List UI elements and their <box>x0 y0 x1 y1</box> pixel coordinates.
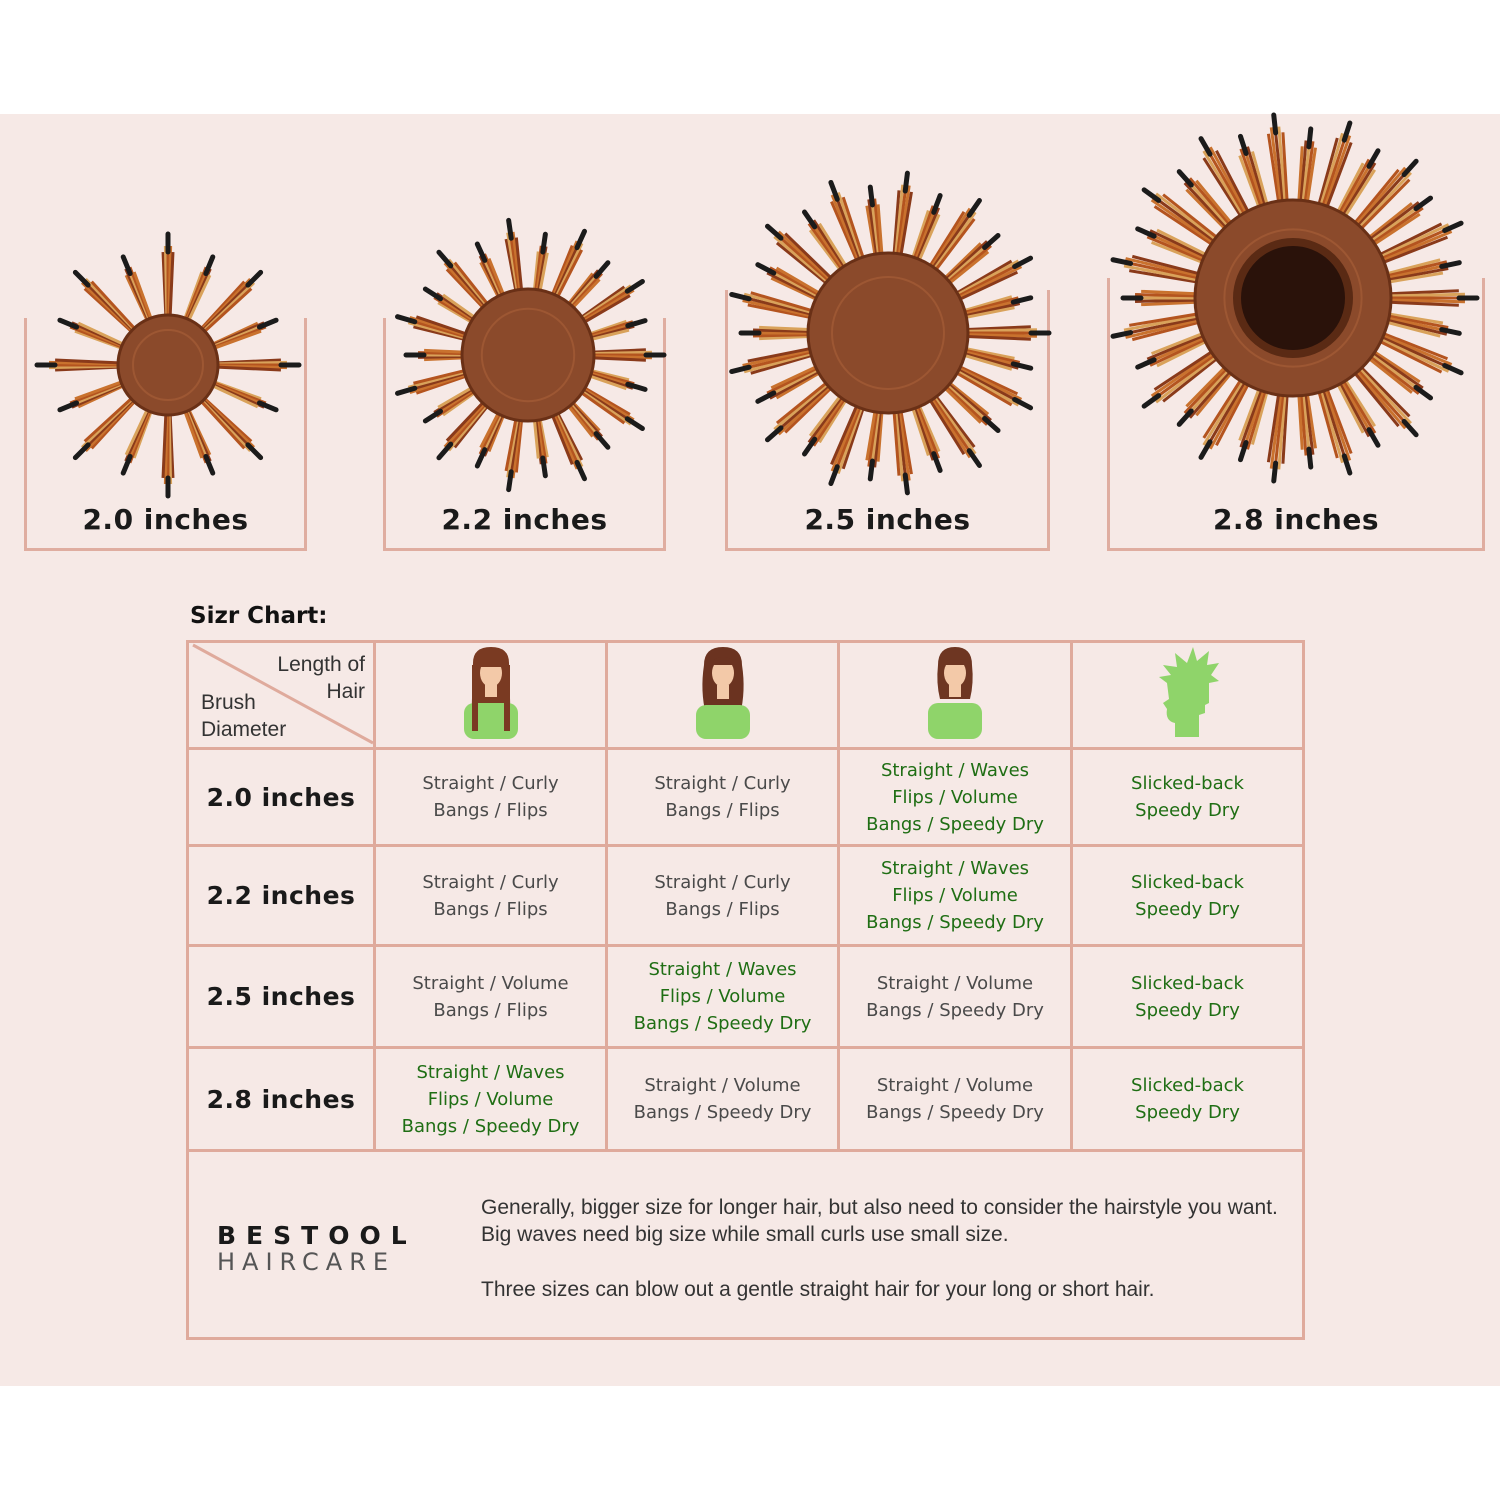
column-header-short-hair <box>1072 642 1304 749</box>
bristle <box>753 335 812 336</box>
cell-line: Bangs / Flips <box>433 898 548 920</box>
cell-line: Straight / Curly <box>422 773 559 794</box>
bristle <box>424 350 466 352</box>
cell-line: Straight / Curly <box>422 871 559 893</box>
cell-line: Straight / Waves <box>880 858 1030 879</box>
table-row <box>188 946 1304 1048</box>
bristle <box>85 396 134 441</box>
nylon-pin <box>509 472 512 490</box>
brush-size-label: 2.5 inches <box>804 503 971 536</box>
table-cell <box>839 1048 1072 1151</box>
column-header-shoulder-hair <box>839 642 1072 749</box>
cell-line: Bangs / Speedy Dry <box>633 1102 812 1123</box>
size-guidance-text <box>481 1194 1281 1331</box>
medium-wavy-hair-icon <box>688 643 758 739</box>
cell-line: Flips / Volume <box>659 986 786 1007</box>
round-brush-icon <box>398 220 664 489</box>
table-cell <box>1072 946 1304 1048</box>
cell-line: Bangs / Speedy Dry <box>866 999 1044 1021</box>
nylon-pin <box>1309 449 1311 467</box>
nylon-pin <box>259 320 276 327</box>
nylon-pin <box>206 456 213 473</box>
nylon-pin <box>1309 129 1311 147</box>
bristle <box>570 401 602 437</box>
column-header-long-hair <box>375 642 607 749</box>
cell-line: Straight / Volume <box>644 1075 801 1096</box>
nylon-pin <box>1274 463 1276 481</box>
nylon-pin <box>870 461 872 479</box>
cell-line: Flips / Volume <box>892 885 1018 906</box>
nylon-pin <box>509 220 512 238</box>
cell-line: Straight / Waves <box>416 1061 565 1083</box>
row-axis-label: Brush Diameter <box>201 691 287 741</box>
row-label: 2.8 inches <box>188 1048 375 1151</box>
table-cell <box>1072 749 1304 846</box>
table-row <box>188 1048 1304 1151</box>
bristle <box>1135 300 1199 301</box>
brush-size-label: 2.0 inches <box>82 503 249 536</box>
table-cell <box>375 846 607 946</box>
bristle <box>581 387 634 419</box>
bristle <box>568 270 599 307</box>
bristle <box>553 412 578 469</box>
column-header-medium-hair <box>607 642 839 749</box>
nylon-pin <box>60 403 77 410</box>
cell-line: Straight / Volume <box>876 972 1034 994</box>
column-axis-label: Length of Hair <box>277 653 365 703</box>
brand-subtitle: HAIRCARE <box>217 1248 396 1276</box>
cell-line: Bangs / Flips <box>433 999 548 1021</box>
table-cell <box>839 946 1072 1048</box>
bristle <box>581 290 634 322</box>
guidance-paragraph: Three sizes can blow out a gentle straight hair for your long or short hair. <box>481 1278 1155 1301</box>
cell-line: Straight / Curly <box>654 773 791 794</box>
vent-hole <box>1237 242 1349 354</box>
table-cell <box>839 846 1072 946</box>
cell-line: Bangs / Speedy Dry <box>866 813 1044 835</box>
brush-size-label: 2.2 inches <box>441 503 608 536</box>
nylon-pin <box>123 456 130 473</box>
bristle <box>570 273 602 309</box>
bristle <box>590 352 652 353</box>
cell-line: Slicked-back <box>1131 1075 1244 1096</box>
table-cell <box>375 749 607 846</box>
cell-line: Speedy Dry <box>1135 800 1240 821</box>
brand-logo <box>217 1222 417 1276</box>
nylon-pin <box>543 458 546 476</box>
cell-line: Speedy Dry <box>1135 1102 1240 1123</box>
round-brush-icon <box>732 173 1049 493</box>
table-header-row <box>188 642 1304 749</box>
table-cell <box>607 946 839 1048</box>
cell-line: Speedy Dry <box>1135 999 1240 1021</box>
nylon-pin <box>543 234 546 252</box>
cell-line: Bangs / Flips <box>665 898 780 920</box>
table-cell <box>1072 1048 1304 1151</box>
round-brush-icon <box>1113 115 1477 481</box>
nylon-pin <box>870 187 872 205</box>
round-brush-icon <box>37 234 299 496</box>
brush-size-label: 2.8 inches <box>1212 503 1380 536</box>
bristle <box>964 330 1037 332</box>
cell-line: Bangs / Flips <box>433 800 548 821</box>
table-cell <box>607 846 839 946</box>
size-chart-table <box>186 640 1305 1340</box>
guidance-paragraph: Generally, bigger size for longer hair, but also need to consider the hairstyle you want. Big waves need big size while small curls use small size. <box>481 1196 1278 1246</box>
cell-line: Straight / Volume <box>876 1075 1034 1096</box>
nylon-pin <box>477 244 484 260</box>
table-cell <box>1072 846 1304 946</box>
nylon-pin <box>577 231 584 247</box>
bristle <box>1387 294 1465 296</box>
footer-cell <box>188 1151 1304 1339</box>
cell-line: Bangs / Speedy Dry <box>401 1115 580 1137</box>
nylon-pin <box>1274 115 1276 133</box>
short-spiky-hair-icon <box>1153 643 1223 739</box>
nylon-pin <box>206 257 213 274</box>
cell-line: Straight / Waves <box>648 959 797 980</box>
cell-line: Bangs / Speedy Dry <box>633 1013 812 1034</box>
nylon-pin <box>905 173 907 191</box>
table-row <box>188 749 1304 846</box>
chart-title: Sizr Chart: <box>190 603 328 629</box>
table-cell <box>375 946 607 1048</box>
bristle <box>553 241 578 298</box>
table-cell <box>607 749 839 846</box>
cell-line: Bangs / Speedy Dry <box>866 912 1044 933</box>
cell-line: Speedy Dry <box>1135 898 1240 920</box>
nylon-pin <box>577 462 584 478</box>
cell-line: Flips / Volume <box>427 1088 554 1110</box>
row-label: 2.2 inches <box>188 846 375 946</box>
brand-name: BESTOOL <box>217 1221 417 1250</box>
cell-line: Slicked-back <box>1131 773 1244 794</box>
row-label: 2.5 inches <box>188 946 375 1048</box>
table-cell <box>375 1048 607 1151</box>
row-label: 2.0 inches <box>188 749 375 846</box>
round-brush-icon <box>0 0 1500 560</box>
long-straight-hair-icon <box>456 643 526 739</box>
cell-line: Bangs / Flips <box>665 800 780 821</box>
nylon-pin <box>60 320 77 327</box>
bristle <box>199 399 244 448</box>
nylon-pin <box>905 475 907 493</box>
bristle <box>568 403 599 440</box>
corner-header-cell <box>188 642 375 749</box>
cell-line: Straight / Waves <box>880 759 1030 781</box>
cell-line: Flips / Volume <box>892 786 1018 808</box>
cell-line: Straight / Volume <box>412 972 569 994</box>
table-cell <box>607 1048 839 1151</box>
cell-line: Slicked-back <box>1131 871 1244 893</box>
bristle <box>92 282 137 331</box>
nylon-pin <box>123 257 130 274</box>
shoulder-length-hair-icon <box>920 643 990 739</box>
table-cell <box>839 749 1072 846</box>
table-row <box>188 846 1304 946</box>
nylon-pin <box>259 403 276 410</box>
nylon-pin <box>477 450 484 466</box>
cell-line: Slicked-back <box>1131 972 1244 994</box>
cell-line: Bangs / Speedy Dry <box>866 1102 1044 1123</box>
bristle <box>202 289 251 334</box>
footer-row <box>188 1151 1304 1339</box>
cell-line: Straight / Curly <box>654 871 791 893</box>
